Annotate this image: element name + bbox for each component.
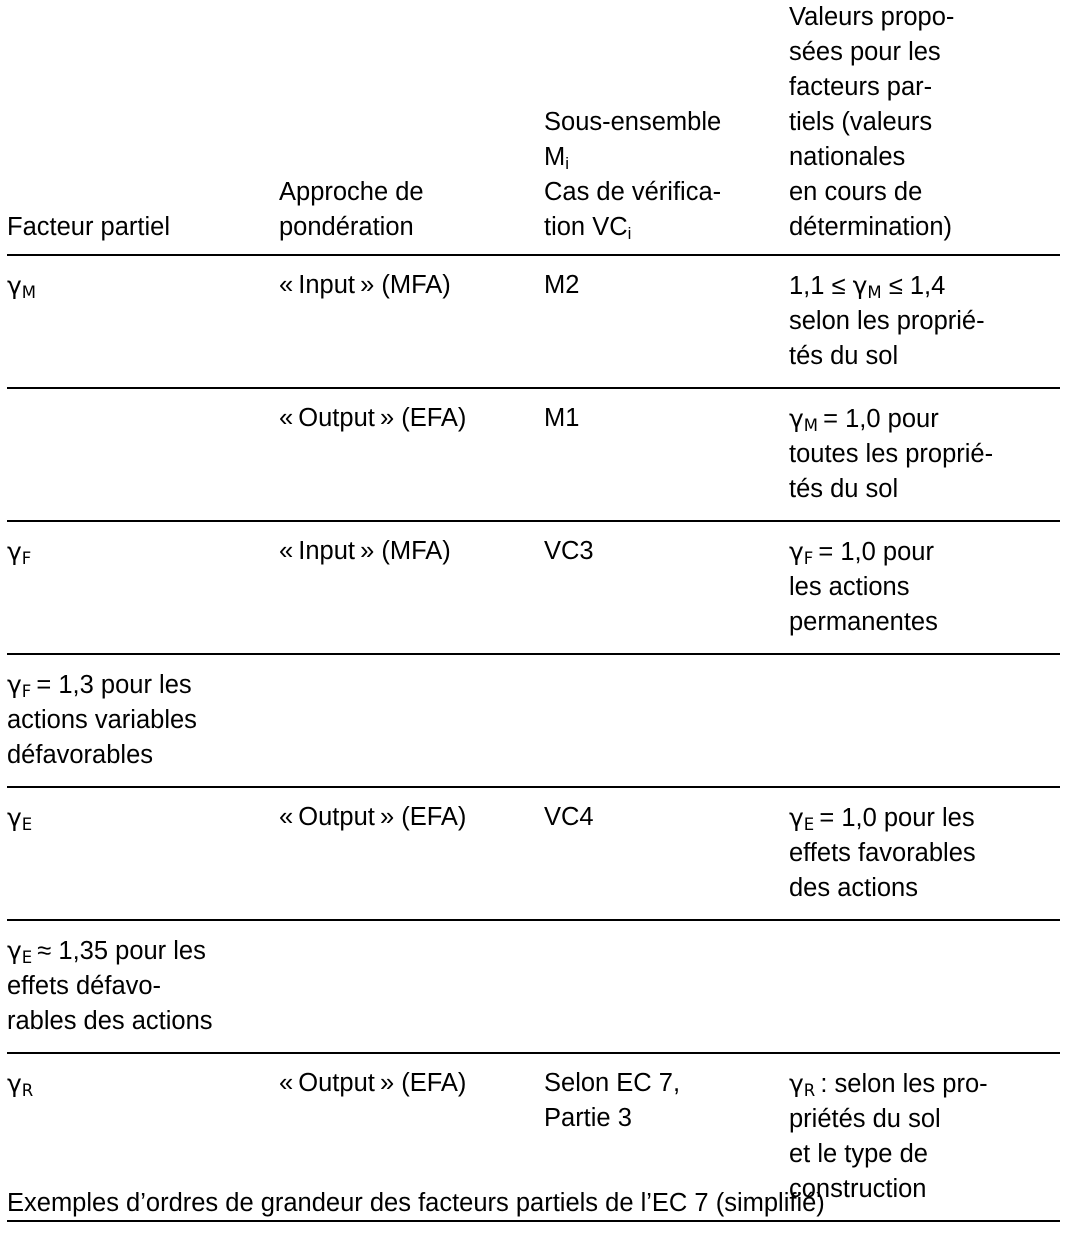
gamma-symbol: $\gamma_R$: [7, 1069, 34, 1101]
column-header-facteur-partiel-label: Facteur partiel: [7, 213, 170, 241]
column-header-valeurs-line-5: nationales: [789, 143, 906, 171]
table-caption: Exemples d’ordres de grandeur des facteurs partiels de l’EC 7 (simplifié): [7, 1189, 825, 1217]
column-header-approche-ponderation: [279, 0, 544, 255]
cell-valeurs-proposees: [789, 920, 1060, 1053]
valeur-line: des actions: [789, 874, 918, 902]
cell-facteur-partiel: [7, 920, 279, 1053]
valeur-line: permanentes: [789, 608, 938, 636]
sous-ensemble-line: Selon EC 7,: [544, 1069, 681, 1097]
sous-ensemble-label: VC3: [544, 537, 594, 565]
cell-facteur-partiel: [7, 654, 279, 787]
valeur-line: tés du sol: [789, 342, 899, 370]
valeur-line: et le type de: [789, 1140, 928, 1168]
cell-facteur-partiel: [7, 255, 279, 388]
approche-label: « Output » (EFA): [279, 404, 467, 432]
cell-sous-ensemble: [544, 388, 789, 521]
approche-label: « Output » (EFA): [279, 1069, 467, 1097]
gamma-subscript: F: [21, 549, 32, 569]
column-header-sous-ensemble-line-3: Cas de vérifica-: [544, 178, 722, 206]
approche-label: « Output » (EFA): [279, 803, 467, 831]
table-header-row: [7, 0, 1060, 255]
column-header-sous-ensemble: [544, 0, 789, 255]
column-header-valeurs-line-6: en cours de: [789, 178, 923, 206]
column-header-valeurs-line-2: sées pour les: [789, 38, 941, 66]
cell-valeurs-proposees: [789, 521, 1060, 654]
facteur-line: $\gamma_E \approx 1,35$ pour les: [7, 936, 206, 968]
gamma-subscript: M: [21, 283, 37, 303]
gamma-symbol: $\gamma_F$: [7, 537, 32, 569]
gamma-symbol: $\gamma_E$: [7, 803, 33, 835]
sous-ensemble-subscript: i: [565, 154, 569, 174]
cell-facteur-partiel: [7, 787, 279, 920]
gamma-subscript: E: [21, 815, 33, 835]
facteur-line: $\gamma_F = 1,3$ pour les: [7, 670, 192, 702]
column-header-valeurs-line-7: détermination): [789, 213, 952, 241]
valeur-line: les actions: [789, 573, 910, 601]
valeur-line: $\gamma_R$ : selon les pro-: [789, 1069, 988, 1101]
verification-case-symbol: tion VC: [544, 213, 628, 241]
cell-facteur-partiel: [7, 521, 279, 654]
cell-approche-ponderation: [279, 787, 544, 920]
column-header-approche-line-2: pondération: [279, 213, 414, 241]
valeur-line: tés du sol: [789, 475, 899, 503]
valeur-line: toutes les proprié-: [789, 440, 994, 468]
table-row: [7, 521, 1060, 654]
approche-label: « Input » (MFA): [279, 537, 451, 565]
cell-valeurs-proposees: [789, 787, 1060, 920]
facteur-line: défavorables: [7, 741, 154, 769]
valeur-line: effets favorables: [789, 839, 976, 867]
cell-sous-ensemble: [544, 255, 789, 388]
table-row: [7, 255, 1060, 388]
cell-sous-ensemble: [544, 521, 789, 654]
valeur-line: $1,1 \le \gamma_M \le 1,4$: [789, 271, 946, 303]
column-header-valeurs-line-3: facteurs par-: [789, 73, 933, 101]
gamma-symbol: $\gamma_M$: [7, 271, 37, 303]
table-row: [7, 654, 1060, 787]
facteur-line: actions variables: [7, 706, 197, 734]
approche-label: « Input » (MFA): [279, 271, 451, 299]
valeur-line: $\gamma_E = 1,0$ pour les: [789, 803, 975, 835]
cell-sous-ensemble: [544, 787, 789, 920]
column-header-sous-ensemble-line-4: [544, 210, 789, 245]
cell-sous-ensemble: [544, 920, 789, 1053]
table-row: [7, 388, 1060, 521]
valeur-line: $\gamma_F = 1,0$ pour: [789, 537, 934, 569]
valeur-line: $\gamma_M = 1,0$ pour: [789, 404, 939, 436]
sous-ensemble-label: M1: [544, 404, 580, 432]
cell-valeurs-proposees: [789, 388, 1060, 521]
cell-approche-ponderation: [279, 521, 544, 654]
column-header-sous-ensemble-line-1: Sous-ensemble: [544, 108, 722, 136]
cell-approche-ponderation: [279, 255, 544, 388]
cell-sous-ensemble: [544, 654, 789, 787]
column-header-approche-line-1: Approche de: [279, 178, 424, 206]
table-row: [7, 920, 1060, 1053]
sous-ensemble-symbol: M: [544, 143, 566, 171]
cell-facteur-partiel: [7, 388, 279, 521]
cell-approche-ponderation: [279, 920, 544, 1053]
column-header-facteur-partiel: [7, 0, 279, 255]
sous-ensemble-label: VC4: [544, 803, 594, 831]
cell-approche-ponderation: [279, 388, 544, 521]
sous-ensemble-label: M2: [544, 271, 580, 299]
facteur-line: effets défavo-: [7, 972, 162, 1000]
cell-approche-ponderation: [279, 654, 544, 787]
table-row: [7, 787, 1060, 920]
column-header-sous-ensemble-line-2: [544, 140, 789, 175]
cell-valeurs-proposees: [789, 654, 1060, 787]
verification-case-subscript: i: [627, 224, 632, 244]
gamma-subscript: R: [21, 1081, 34, 1101]
column-header-valeurs-line-4: tiels (valeurs: [789, 108, 933, 136]
column-header-valeurs-line-1: Valeurs propo-: [789, 3, 955, 31]
valeur-line: construction: [789, 1175, 927, 1203]
valeur-line: priétés du sol: [789, 1105, 941, 1133]
cell-valeurs-proposees: [789, 255, 1060, 388]
valeur-line: selon les proprié-: [789, 307, 985, 335]
table-body: [7, 255, 1060, 1221]
sous-ensemble-line: Partie 3: [544, 1104, 632, 1132]
partial-factors-table: [7, 0, 1060, 1222]
facteur-line: rables des actions: [7, 1007, 213, 1035]
column-header-valeurs-proposees: [789, 0, 1060, 255]
